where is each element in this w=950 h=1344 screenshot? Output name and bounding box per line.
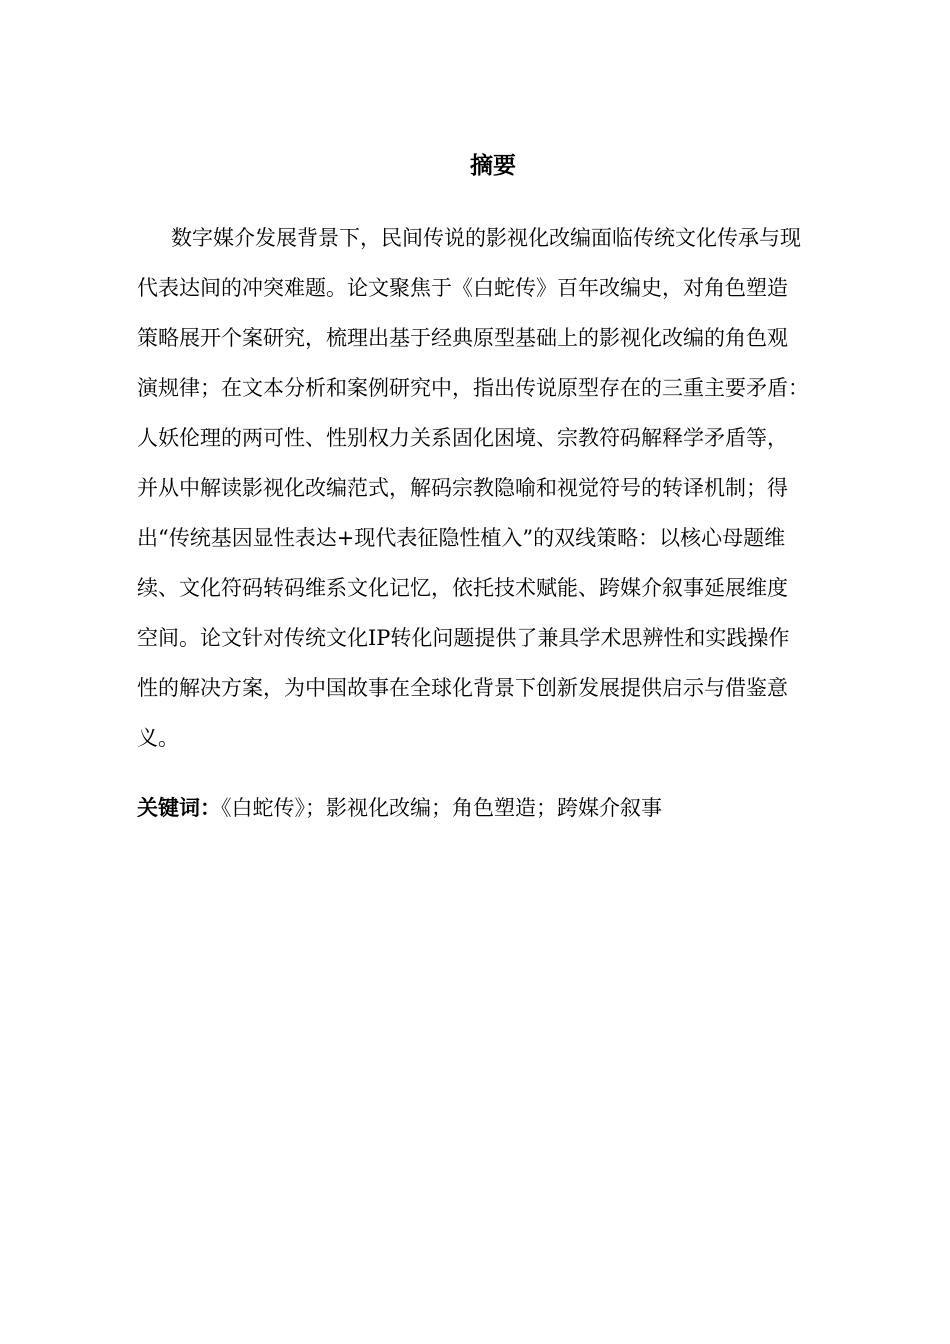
abstract-line: 数字媒介发展背景下，民间传说的影视化改编面临传统文化传承与现 (171, 226, 801, 250)
keywords-line (137, 792, 843, 824)
abstract-line: 空间。论文针对传统文化IP转化问题提供了兼具学术思辨性和实践操作 (137, 626, 790, 650)
abstract-line: 性的解决方案，为中国故事在全球化背景下创新发展提供启示与借鉴意 (137, 676, 788, 700)
abstract-body (137, 222, 843, 772)
abstract-line: 演规律；在文本分析和案例研究中，指出传说原型存在的三重主要矛盾： (137, 376, 809, 400)
abstract-line: 策略展开个案研究，梳理出基于经典原型基础上的影视化改编的角色观 (137, 326, 788, 350)
abstract-line: 代表达间的冲突难题。论文聚焦于《白蛇传》百年改编史，对角色塑造 (137, 276, 788, 300)
abstract-line: 人妖伦理的两可性、性别权力关系固化困境、宗教符码解释学矛盾等， (137, 426, 788, 450)
abstract-line: 出“传统基因显性表达+现代表征隐性植入”的双线策略：以核心母题维 (137, 526, 786, 550)
abstract-line: 续、文化符码转码维系文化记忆，依托技术赋能、跨媒介叙事延展维度 (137, 576, 788, 600)
abstract-line: 义。 (137, 726, 179, 750)
keywords-label: 关键词： (137, 796, 221, 820)
abstract-title: 摘要 (470, 153, 516, 179)
keywords-value: 《白蛇传》；影视化改编；角色塑造；跨媒介叙事 (221, 796, 662, 820)
abstract-line: 并从中解读影视化改编范式，解码宗教隐喻和视觉符号的转译机制；得 (137, 476, 788, 500)
